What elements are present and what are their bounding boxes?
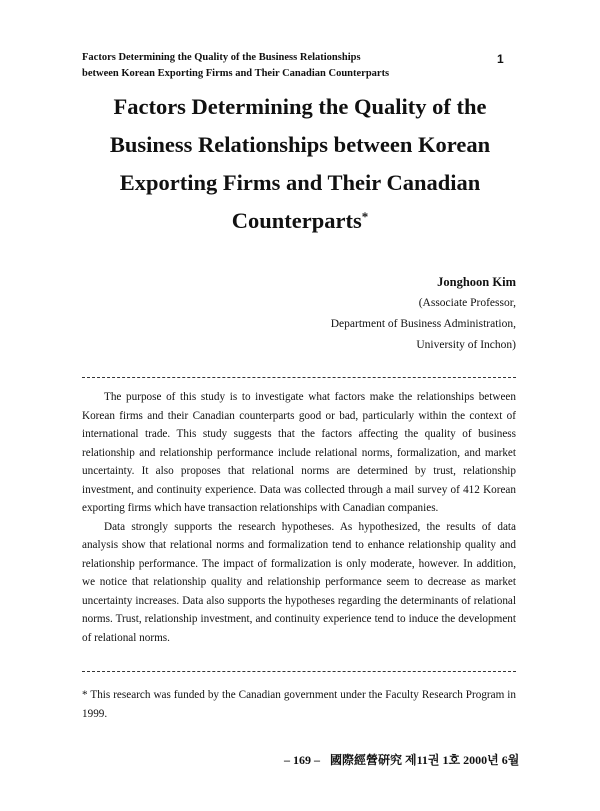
- footnote: * This research was funded by the Canadian government under the Faculty Research Program in 1999.: [82, 689, 516, 720]
- abstract-top-divider: [82, 377, 516, 378]
- footer-page-number: – 169 –: [284, 753, 320, 767]
- abstract-paragraph-1: The purpose of this study is to investigate what factors make the relationships between Korean firms and their Canadian counterparts good or bad, particularly within the context of international trade. This study suggests that the factors affecting the quality of business relationship and relationship performance include relational norms, formalization, and market uncertainty. It also proposes that relational norms are determined by trust, relationship investment, and continuity experience. Data was collected through a mail survey of 412 Korean exporting firms which have transaction relationships with Canadian companies.: [82, 391, 516, 514]
- page-number-top: 1: [497, 52, 504, 66]
- title-footnote-mark: *: [361, 209, 369, 224]
- author-affiliation-2: Department of Business Administration,: [330, 318, 516, 330]
- paper-title: [60, 88, 540, 240]
- author-affiliation-1: (Associate Professor,: [418, 297, 516, 309]
- title-line-2: Business Relationships between Korean: [109, 132, 491, 157]
- author-affiliation-3: University of Inchon): [416, 339, 516, 351]
- abstract-bottom-divider: [82, 671, 516, 672]
- title-line-3: Exporting Firms and Their Canadian: [119, 170, 481, 195]
- running-head-line-1: Factors Determining the Quality of the Business Relationships: [82, 52, 361, 63]
- abstract-paragraph-2: Data strongly supports the research hypotheses. As hypothesized, the results of data analysis show that relational norms and formalization tend to enhance relationship quality and relationship performance. The impact of formalization is only moderate, however. In addition, we notice that relationship quality and relationship performance seem to decrease as market uncertainty increases. Data also supports the hypotheses regarding the determinants of relational norms. Trust, relationship investment, and continuity experience tend to induce the development of relational norms.: [82, 520, 516, 644]
- footer-journal-info: 國際經營硏究 제11권 1호 2000년 6월: [330, 753, 520, 767]
- title-line-1: Factors Determining the Quality of the: [113, 94, 487, 119]
- title-line-4: [60, 202, 540, 240]
- author-name: Jonghoon Kim: [437, 275, 516, 289]
- author-block: [331, 272, 516, 356]
- page-footer: [284, 751, 519, 768]
- running-head-line-2: between Korean Exporting Firms and Their Canadian Counterparts: [82, 68, 390, 79]
- running-head: [82, 50, 389, 82]
- title-last-word: Counterparts: [231, 208, 362, 233]
- abstract: [82, 388, 516, 647]
